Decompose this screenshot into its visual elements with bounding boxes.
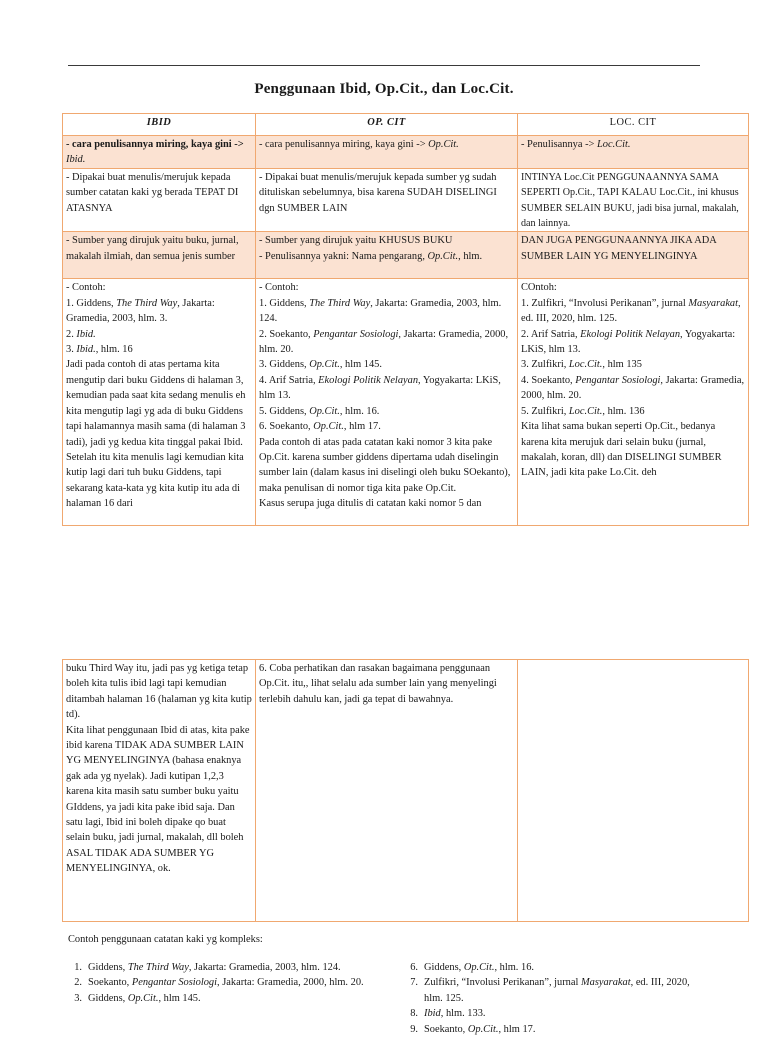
top-rule	[68, 65, 700, 66]
list-item: 2. Arif Satria, Ekologi Politik Nelayan, Yogyakarta: LKiS, hlm 13.	[521, 328, 736, 356]
cell-opcit-style: - cara penulisannya miring, kaya gini -> Op.Cit.	[256, 136, 518, 169]
list-item: 1. Zulfikri, “Involusi Perikanan”, jurnal Masyarakat, ed. III, 2020, hlm. 125.	[521, 297, 741, 325]
row-continued	[63, 660, 749, 922]
header-opcit: OP. CIT	[256, 114, 518, 136]
cell-loccit-continued	[518, 660, 749, 922]
list-item: 6. Soekanto, Op.Cit., hlm 17.	[259, 421, 381, 433]
explanation-text: Kita lihat sama bukan seperti Op.Cit., bedanya karena kita merujuk dari selain buku (jurnal, makalah, koran, dll) dan DISELINGI SUMBER LAIN, jadi kita pake Lo.Cit. deh	[521, 421, 722, 479]
list-item: 5. Zulfikri, Loc.Cit., hlm. 136	[521, 405, 645, 417]
list-item: 2. Ibid.	[66, 328, 96, 340]
cell-loccit-usage: INTINYA Loc.Cit PENGGUNAANNYA SAMA SEPERTI Op.Cit., TAPI KALAU Loc.Cit., ini khusus SUMBER SELAIN BUKU, jadi bisa jurnal, makalah, dan lainnya.	[518, 168, 749, 232]
header-row	[63, 114, 749, 136]
row-source-type	[63, 232, 749, 279]
list-item: 4. Arif Satria, Ekologi Politik Nelayan, Yogyakarta: LKiS, hlm 13.	[259, 374, 501, 402]
row-usage	[63, 168, 749, 232]
footnote-list-left	[62, 960, 368, 1006]
cell-ibid-usage: - Dipakai buat menulis/merujuk kepada sumber catatan kaki yg berada TEPAT DI ATASNYA	[63, 168, 256, 232]
footnote-item: 3. Giddens, Op.Cit., hlm 145.	[74, 992, 201, 1004]
comparison-table-continued	[62, 659, 749, 922]
explanation-text: Pada contoh di atas pada catatan kaki nomor 3 kita pake Op.Cit. karena sumber giddens dipertama udah diselingin sumber lain (dalam kasus ini diselingi oleh buku SOekanto), maka penulisan di nomor tiga kita pake Op.Cit.	[259, 436, 511, 494]
cell-ibid-continued: buku Third Way itu, jadi pas yg ketiga tetap boleh kita tulis ibid lagi tapi kemudian ditambah halaman 16 (halaman yg kita kutip td). Kita lihat penggunaan Ibid di atas, kita pake ibid karena TIDAK ADA SUMBER LAIN YG MENYELINGINYA (bahasa enaknya gak ada yg nyelak). Jadi kutipan 1,2,3 karena kita masih satu sumber buku yaitu GIddens, ya jadi kita pake ibid saja. Dan satu lagi, Ibid ini boleh dipake qo buat selain buku, jadi jurnal, makalah, dll boleh ASAL TIDAK ADA SUMBER YG MENYELINGINYA, ok.	[63, 660, 256, 922]
cell-ibid-examples: - Contoh: 1. Giddens, The Third Way, Jakarta: Gramedia, 2003, hlm. 3. 2. Ibid. 3. Ibid., hlm. 16 Jadi pada contoh di atas pertama kita mengutip dari buku Giddens di halaman 3, kemudian pada saat kita sedang menulis eh kita mengutip lagi yg ada di buku Giddens tapi halamannya masih sama (di halaman 3 tadi), jadi yg kedua kita tinggal pakai Ibid. Setelah itu kita menulis lagi kemudian kita kutip lagi dari tuh buku Giddens, tapi sekarang kata-kata yg kita kutip itu ada di halaman 16 dari	[63, 279, 256, 526]
explanation-text: Kasus serupa juga ditulis di catatan kaki nomor 5 dan	[259, 498, 482, 510]
list-item: 5. Giddens, Op.Cit., hlm. 16.	[259, 405, 380, 417]
cell-loccit-style: - Penulisannya -> Loc.Cit.	[518, 136, 749, 169]
cell-loccit-examples: COntoh: 1. Zulfikri, “Involusi Perikanan”, jurnal Masyarakat, ed. III, 2020, hlm. 125. 2. Arif Satria, Ekologi Politik Nelayan, Yogyakarta: LKiS, hlm 13. 3. Zulfikri, Loc.Cit., hlm 135 4. Soekanto, Pengantar Sosiologi, Jakarta: Gramedia, 2000, hlm. 20. 5. Zulfikri, Loc.Cit., hlm. 136 Kita lihat sama bukan seperti Op.Cit., bedanya karena kita merujuk dari selain buku (jurnal, makalah, koran, dll) dan DISELINGI SUMBER LAIN, jadi kita pake Lo.Cit. deh	[518, 279, 749, 526]
list-item: 2. Soekanto, Pengantar Sosiologi, Jakarta: Gramedia, 2000, hlm. 20.	[259, 328, 509, 356]
list-item: 1. Giddens, The Third Way, Jakarta: Gramedia, 2003, hlm. 124.	[259, 297, 502, 325]
list-item: 3. Giddens, Op.Cit., hlm 145.	[259, 359, 382, 371]
cell-loccit-source: DAN JUGA PENGGUNAANNYA JIKA ADA SUMBER LAIN YG MENYELINGINYA	[518, 232, 749, 279]
row-examples	[63, 279, 749, 526]
footnote-item: 7. Zulfikri, “Involusi Perikanan”, jurnal Masyarakat, ed. III, 2020, hlm. 125.	[410, 977, 690, 1004]
footnote-item: 1. Giddens, The Third Way, Jakarta: Gramedia, 2003, hlm. 124.	[74, 962, 341, 973]
footnote-item: 8. Ibid, hlm. 133.	[410, 1008, 486, 1020]
cell-opcit-examples: - Contoh: 1. Giddens, The Third Way, Jakarta: Gramedia, 2003, hlm. 124. 2. Soekanto, Pengantar Sosiologi, Jakarta: Gramedia, 2000, hlm. 20. 3. Giddens, Op.Cit., hlm 145. 4. Arif Satria, Ekologi Politik Nelayan, Yogyakarta: LKiS, hlm 13. 5. Giddens, Op.Cit., hlm. 16. 6. Soekanto, Op.Cit., hlm 17. Pada contoh di atas pada catatan kaki nomor 3 kita pake Op.Cit. karena sumber giddens dipertama udah diselingin sumber lain (dalam kasus ini diselingi oleh buku SOekanto), maka penulisan di nomor tiga kita pake Op.Cit. Kasus serupa juga ditulis di catatan kaki nomor 5 dan	[256, 279, 518, 526]
list-item: 4. Soekanto, Pengantar Sosiologi, Jakarta: Gramedia, 2000, hlm. 20.	[521, 374, 745, 402]
cell-opcit-usage: - Dipakai buat menulis/merujuk kepada sumber yg sudah dituliskan sebelumnya, bisa karena SUDAH DISELINGI dgn SUMBER LAIN	[256, 168, 518, 232]
footnote-item: 6. Giddens, Op.Cit., hlm. 16.	[410, 962, 534, 973]
footnote-intro: Contoh penggunaan catatan kaki yg kompleks:	[68, 934, 263, 945]
header-ibid: IBID	[63, 114, 256, 136]
row-writing-style	[63, 136, 749, 169]
cell-ibid-style: - cara penulisannya miring, kaya gini -> Ibid.	[63, 136, 256, 169]
cell-opcit-source: - Sumber yang dirujuk yaitu KHUSUS BUKU - Penulisannya yakni: Nama pengarang, Op.Cit., hlm.	[256, 232, 518, 279]
header-loccit: LOC. CIT	[518, 114, 749, 136]
page-title: Penggunaan Ibid, Op.Cit., dan Loc.Cit.	[254, 81, 514, 97]
list-item: 3. Ibid., hlm. 16	[66, 344, 133, 356]
list-item: 1. Giddens, The Third Way, Jakarta: Gramedia, 2003, hlm. 3.	[66, 297, 215, 325]
explanation-text: Jadi pada contoh di atas pertama kita mengutip dari buku Giddens di halaman 3, kemudian pada saat kita sedang menulis eh kita mengutip lagi yg ada di buku Giddens tapi halamannya masih sama (di halaman 3 tadi), jadi yg kedua kita tinggal pakai Ibid. Setelah itu kita menulis lagi kemudian kita kutip lagi dari tuh buku Giddens, tapi sekarang kata-kata yg kita kutip itu ada di halaman 16 dari	[66, 359, 246, 510]
footnote-item: 9. Soekanto, Op.Cit., hlm 17.	[410, 1023, 536, 1035]
footnote-item: 2. Soekanto, Pengantar Sosiologi, Jakarta: Gramedia, 2000, hlm. 20.	[74, 977, 364, 989]
cell-opcit-continued: 6. Coba perhatikan dan rasakan bagaimana penggunaan Op.Cit. itu,, lihat selalu ada sumber lain yang menyelingi terlebih dahulu kan, jadi ga tepat di bawahnya.	[256, 660, 518, 922]
footnote-list-right	[398, 960, 698, 1037]
comparison-table	[62, 113, 749, 526]
list-item: 3. Zulfikri, Loc.Cit., hlm 135	[521, 359, 642, 371]
cell-ibid-source: - Sumber yang dirujuk yaitu buku, jurnal, makalah ilmiah, dan semua jenis sumber	[63, 232, 256, 279]
